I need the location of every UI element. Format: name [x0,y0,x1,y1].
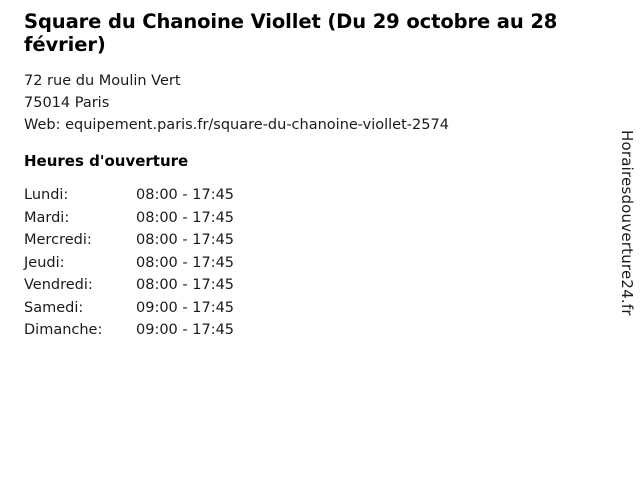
page-title: Square du Chanoine Viollet (Du 29 octobre au 28 février) [24,10,558,56]
day-label: Jeudi: [24,254,65,271]
address-web: Web: equipement.paris.fr/square-du-chanoine-viollet-2574 [24,117,449,133]
address-city: 75014 Paris [24,95,110,111]
opening-hours-heading: Heures d'ouverture [24,152,189,170]
main-content [24,10,602,342]
day-label: Mardi: [24,209,70,226]
day-hours: 08:00 - 17:45 [136,232,235,248]
table-row [24,297,234,320]
day-label: Samedi: [24,299,84,316]
address-block [24,70,602,136]
table-row [24,207,234,230]
address-street: 72 rue du Moulin Vert [24,73,181,89]
day-hours: 08:00 - 17:45 [136,187,235,203]
day-label: Mercredi: [24,232,92,248]
opening-hours-table [24,184,234,342]
table-row [24,274,234,297]
table-row [24,252,234,275]
brand-watermark: Horairesdouverture24.fr [618,130,636,316]
opening-hours-body [24,184,234,342]
day-hours: 08:00 - 17:45 [136,209,235,226]
day-label: Dimanche: [24,322,103,338]
day-label: Vendredi: [24,277,93,293]
day-hours: 09:00 - 17:45 [136,322,235,338]
day-hours: 09:00 - 17:45 [136,299,235,316]
table-row [24,184,234,207]
day-hours: 08:00 - 17:45 [136,254,235,271]
table-row [24,229,234,252]
table-row [24,319,234,342]
day-hours: 08:00 - 17:45 [136,277,235,293]
day-label: Lundi: [24,187,69,203]
